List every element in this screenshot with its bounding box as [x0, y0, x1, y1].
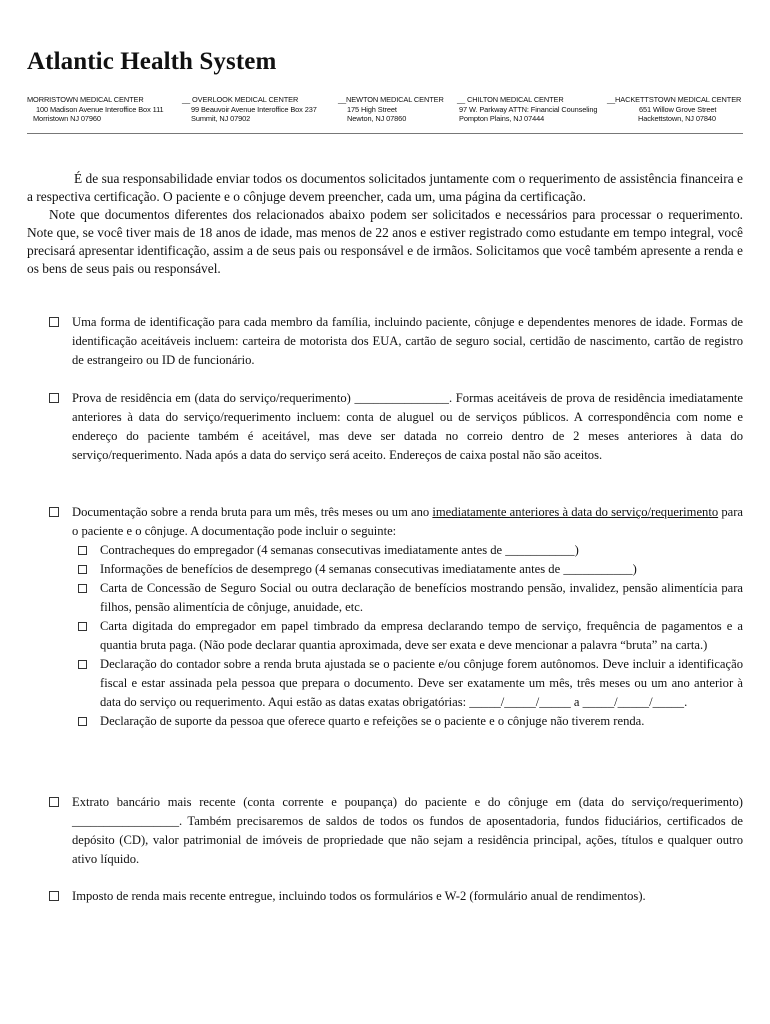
subitem-text: Informações de benefícios de desemprego (4 semanas consecutivas imediatamente antes de ___________) — [100, 562, 637, 576]
requirement-residence — [27, 389, 743, 465]
checkbox-icon[interactable] — [78, 660, 87, 669]
checkbox-icon[interactable] — [49, 393, 59, 403]
center-address-line1: 97 W. Parkway ATTN: Financial Counseling — [459, 104, 598, 114]
requirement-text: Extrato bancário mais recente (conta corrente e poupança) do paciente e do cônjuge em (data do serviço/requerimento) _________________. Também precisaremos de saldos de todos os fundos de aposentadoria, fundos fiduciários, certificados de depósito (CD), valor patrimonial de imóveis de propriedade que não sejam a residência principal, ações, títulos e qualquer outro ativo líquido. — [72, 795, 743, 866]
center-address-line2: Summit, NJ 07902 — [191, 114, 251, 124]
subitem-text: Declaração de suporte da pessoa que oferece quarto e refeições se o paciente e o cônjuge não tiverem renda. — [100, 714, 645, 728]
checkbox-icon[interactable] — [49, 891, 59, 901]
center-morristown — [27, 95, 164, 124]
center-overlook — [182, 95, 317, 124]
income-subitem — [27, 617, 743, 655]
income-subitem — [27, 541, 743, 560]
center-name: __HACKETTSTOWN MEDICAL CENTER — [607, 95, 742, 104]
page-title: Atlantic Health System — [27, 48, 277, 75]
center-name: __ OVERLOOK MEDICAL CENTER — [182, 95, 299, 104]
income-subitem — [27, 655, 743, 712]
checkbox-icon[interactable] — [49, 317, 59, 327]
requirement-text: Documentação sobre a renda bruta para um mês, três meses ou um ano — [72, 505, 433, 519]
center-chilton — [457, 95, 597, 124]
income-subitem — [27, 560, 743, 579]
center-address-line2: Hackettstown, NJ 07840 — [638, 114, 716, 124]
checkbox-icon[interactable] — [49, 507, 59, 517]
requirement-text: Imposto de renda mais recente entregue, incluindo todos os formulários e W-2 (formulário anual de rendimentos). — [72, 889, 646, 903]
header-divider — [27, 133, 743, 134]
checkbox-icon[interactable] — [78, 622, 87, 631]
center-address-line1: 175 High Street — [347, 104, 397, 114]
center-newton — [338, 95, 444, 124]
medical-centers-header — [27, 95, 743, 127]
center-hackettstown — [607, 95, 741, 124]
requirement-tax — [27, 887, 743, 906]
checkbox-icon[interactable] — [78, 565, 87, 574]
checkbox-icon[interactable] — [49, 797, 59, 807]
center-address-line2: Pompton Plains, NJ 07444 — [459, 114, 545, 124]
intro-paragraph-2: Note que documentos diferentes dos relacionados abaixo podem ser solicitados e necessários para processar o requerimento. Note que, se você tiver mais de 18 anos de idade, mas menos de 22 anos e estiver registrado como estudante em tempo integral, você precisará apresentar identificação, assim a de seus pais ou responsável e de irmãos. Solicitamos que você também apresente a renda e os bens de seus pais ou responsável. — [27, 207, 743, 276]
center-name: __NEWTON MEDICAL CENTER — [338, 95, 444, 104]
requirement-text: Uma forma de identificação para cada membro da família, incluindo paciente, cônjuge e dependentes menores de idade. Formas de identificação aceitáveis incluem: carteira de motorista dos EUA, cartão de seguro social, certidão de nascimento, cartão de registro de estrangeiro ou ID de funcionário. — [72, 315, 743, 367]
center-address-line1: 651 Willow Grove Street — [639, 104, 717, 114]
center-name: __ CHILTON MEDICAL CENTER — [457, 95, 564, 104]
requirement-text-underlined: imediatamente anteriores à data do serviço/requerimento — [432, 505, 719, 519]
requirement-text: Prova de residência em (data do serviço/requerimento) _______________. Formas aceitáveis de prova de residência imediatamente anteriores à data do serviço/requerimento incluem: conta de aluguel ou de serviços públicos. A correspondência com nome e endereço do paciente também é aceitável, mas deve ser datada no correio dentro de 2 meses anteriores à data do serviço/requerimento. Nada após a data do serviço será aceito. Endereços de caixa postal não são aceitos. — [72, 391, 743, 462]
center-name: MORRISTOWN MEDICAL CENTER — [27, 95, 144, 104]
income-subitem — [27, 712, 743, 731]
subitem-text: Declaração do contador sobre a renda bruta ajustada se o paciente e/ou cônjuge forem autônomos. Deve incluir a identificação fiscal e estar assinada pela pessoa que prepara o documento. Deve ser exatamente um mês, três meses ou um ano anterior à data do serviço ou requerimento. Aqui estão as datas exatas obrigatórias: _____/_____/_____ a _____/_____/_____. — [100, 657, 743, 709]
center-address-line2: Newton, NJ 07860 — [347, 114, 407, 124]
subitem-text: Contracheques do empregador (4 semanas consecutivas imediatamente antes de ___________) — [100, 543, 579, 557]
center-address-line1: 100 Madison Avenue Interoffice Box 111 — [36, 104, 164, 114]
requirement-income — [27, 503, 743, 731]
center-address-line1: 99 Beauvoir Avenue Interoffice Box 237 — [191, 104, 317, 114]
requirement-bank — [27, 793, 743, 869]
checkbox-icon[interactable] — [78, 584, 87, 593]
subitem-text: Carta digitada do empregador em papel timbrado da empresa declarando tempo de serviço, frequência de pagamentos e a quantia bruta paga. (Não pode declarar quantia aproximada, deve ser exata e deve mencionar a palavra “bruta” na carta.) — [100, 619, 743, 652]
center-address-line2: Morristown NJ 07960 — [33, 114, 101, 124]
checkbox-icon[interactable] — [78, 546, 87, 555]
intro-text — [27, 170, 743, 278]
income-subitem — [27, 579, 743, 617]
intro-paragraph-1: É de sua responsabilidade enviar todos os documentos solicitados juntamente com o requerimento de assistência financeira e a respectiva certificação. O paciente e o cônjuge devem preencher, cada um, uma página da certificação. — [27, 171, 743, 204]
requirement-text: para o paciente e o cônjuge. A documentação pode incluir o seguinte: — [72, 505, 743, 538]
requirement-id — [27, 313, 743, 370]
subitem-text: Carta de Concessão de Seguro Social ou outra declaração de benefícios mostrando pensão, invalidez, pensão alimentícia para filhos, pensão alimentícia de cônjuge, anuidade, etc. — [100, 581, 743, 614]
checkbox-icon[interactable] — [78, 717, 87, 726]
